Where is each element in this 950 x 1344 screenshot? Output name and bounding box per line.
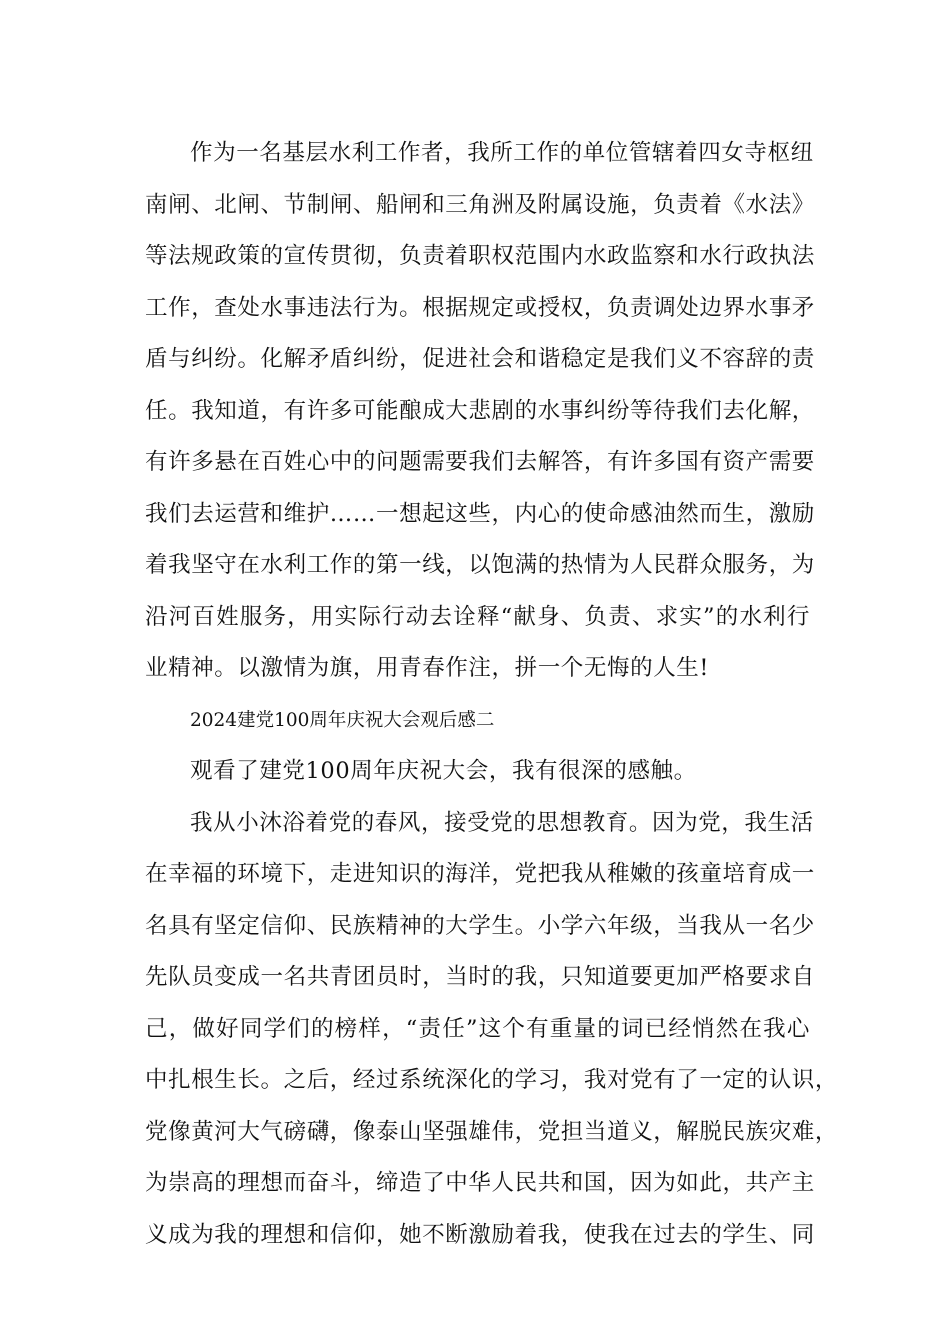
text-line: 南闸、北闸、节制闸、船闸和三角洲及附属设施，负责着《水法》	[145, 191, 815, 218]
text-line: 业精神。以激情为旗，用青春作注，拼一个无悔的人生!	[145, 655, 710, 681]
text-line: 我从小沐浴着党的春风，接受党的思想教育。因为党，我生活	[190, 809, 814, 836]
text-line: 盾与纠纷。化解矛盾纠纷，促进社会和谐稳定是我们义不容辞的责	[145, 346, 815, 372]
text-line: 等法规政策的宣传贯彻，负责着职权范围内水政监察和水行政执法	[145, 243, 815, 269]
text-line: 为崇高的理想而奋斗，缔造了中华人民共和国，因为如此，共产主	[145, 1170, 815, 1196]
text-line: 着我坚守在水利工作的第一线，以饱满的热情为人民群众服务，为	[145, 552, 815, 578]
paragraph-mission	[145, 128, 815, 695]
text-line: 先队员变成一名共青团员时，当时的我，只知道要更加严格要求自	[145, 964, 815, 990]
paragraph-growth	[145, 798, 839, 1262]
text-line: 我们去运营和维护……一想起这些，内心的使命感油然而生，激励	[145, 500, 815, 527]
text-line: 中扎根生长。之后，经过系统深化的学习，我对党有了一定的认识，	[145, 1067, 839, 1093]
text-line: 己，做好同学们的榜样，“责任”这个有重量的词已经悄然在我心	[145, 1015, 810, 1042]
text-line: 任。我知道，有许多可能酿成大悲剧的水事纠纷等待我们去化解，	[145, 397, 815, 424]
text-line: 沿河百姓服务，用实际行动去诠释“献身、负责、求实”的水利行	[145, 603, 810, 630]
text-line: 作为一名基层水利工作者，我所工作的单位管辖着四女寺枢纽	[190, 140, 814, 166]
text-line: 党像黄河大气磅礴，像泰山坚强雄伟，党担当道义，解脱民族灾难，	[145, 1118, 839, 1145]
text-line: 工作，查处水事违法行为。根据规定或授权，负责调处边界水事矛	[145, 294, 815, 321]
text-line: 在幸福的环境下，走进知识的海洋，党把我从稚嫩的孩童培育成一	[145, 861, 815, 887]
text-line: 义成为我的理想和信仰，她不断激励着我，使我在过去的学生、同	[145, 1221, 815, 1248]
paragraph-intro	[145, 746, 810, 798]
text-line: 名具有坚定信仰、民族精神的大学生。小学六年级，当我从一名少	[145, 912, 815, 939]
text-line: 有许多悬在百姓心中的问题需要我们去解答，有许多国有资产需要	[145, 449, 815, 475]
section-heading: 2024建党100周年庆祝大会观后感二	[190, 709, 495, 731]
text-line: 观看了建党100周年庆祝大会，我有很深的感触。	[190, 758, 697, 784]
document-body	[145, 128, 839, 1261]
